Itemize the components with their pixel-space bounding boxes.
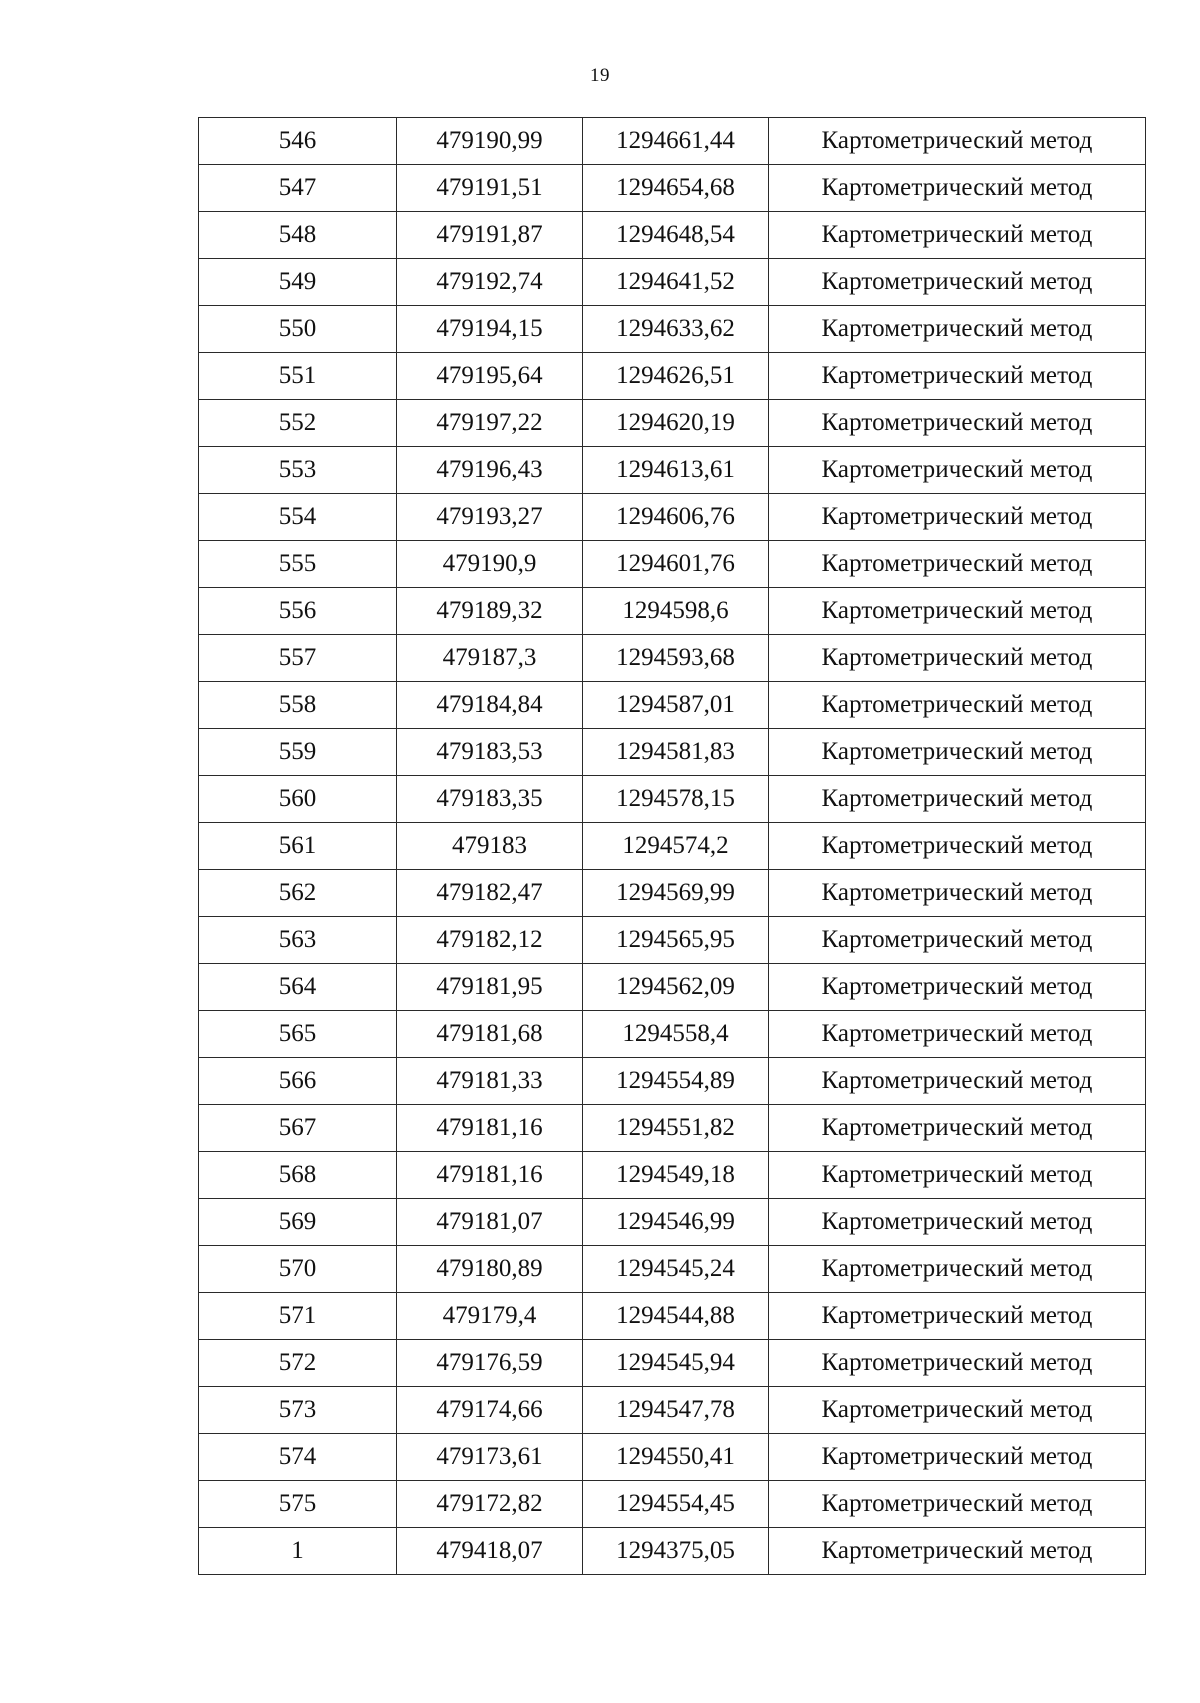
x-coordinate-cell: 479181,33 <box>397 1058 583 1105</box>
point-number-cell: 550 <box>199 306 397 353</box>
x-coordinate-cell: 479180,89 <box>397 1246 583 1293</box>
point-number-cell: 568 <box>199 1152 397 1199</box>
y-coordinate-cell: 1294648,54 <box>583 212 769 259</box>
x-coordinate-cell: 479181,68 <box>397 1011 583 1058</box>
x-coordinate-cell: 479191,51 <box>397 165 583 212</box>
x-coordinate-cell: 479418,07 <box>397 1528 583 1575</box>
point-number-cell: 573 <box>199 1387 397 1434</box>
method-cell: Картометрический метод <box>769 165 1146 212</box>
point-number-cell: 557 <box>199 635 397 682</box>
table-row <box>199 447 1146 494</box>
method-cell: Картометрический метод <box>769 1246 1146 1293</box>
x-coordinate-cell: 479181,95 <box>397 964 583 1011</box>
x-coordinate-cell: 479195,64 <box>397 353 583 400</box>
point-number-cell: 553 <box>199 447 397 494</box>
y-coordinate-cell: 1294546,99 <box>583 1199 769 1246</box>
y-coordinate-cell: 1294550,41 <box>583 1434 769 1481</box>
point-number-cell: 549 <box>199 259 397 306</box>
table-row <box>199 353 1146 400</box>
method-cell: Картометрический метод <box>769 1528 1146 1575</box>
table-row <box>199 1011 1146 1058</box>
point-number-cell: 563 <box>199 917 397 964</box>
table-row <box>199 400 1146 447</box>
method-cell: Картометрический метод <box>769 259 1146 306</box>
y-coordinate-cell: 1294601,76 <box>583 541 769 588</box>
method-cell: Картометрический метод <box>769 1152 1146 1199</box>
y-coordinate-cell: 1294545,94 <box>583 1340 769 1387</box>
table-row <box>199 823 1146 870</box>
table-row <box>199 1481 1146 1528</box>
x-coordinate-cell: 479183,53 <box>397 729 583 776</box>
table-row <box>199 682 1146 729</box>
y-coordinate-cell: 1294544,88 <box>583 1293 769 1340</box>
y-coordinate-cell: 1294569,99 <box>583 870 769 917</box>
table-row <box>199 541 1146 588</box>
method-cell: Картометрический метод <box>769 353 1146 400</box>
point-number-cell: 560 <box>199 776 397 823</box>
y-coordinate-cell: 1294633,62 <box>583 306 769 353</box>
table-row <box>199 1246 1146 1293</box>
x-coordinate-cell: 479181,16 <box>397 1105 583 1152</box>
y-coordinate-cell: 1294587,01 <box>583 682 769 729</box>
y-coordinate-cell: 1294551,82 <box>583 1105 769 1152</box>
table-row <box>199 212 1146 259</box>
x-coordinate-cell: 479174,66 <box>397 1387 583 1434</box>
y-coordinate-cell: 1294654,68 <box>583 165 769 212</box>
table-row <box>199 588 1146 635</box>
y-coordinate-cell: 1294581,83 <box>583 729 769 776</box>
y-coordinate-cell: 1294565,95 <box>583 917 769 964</box>
x-coordinate-cell: 479196,43 <box>397 447 583 494</box>
table-row <box>199 635 1146 682</box>
table-row <box>199 1434 1146 1481</box>
y-coordinate-cell: 1294545,24 <box>583 1246 769 1293</box>
method-cell: Картометрический метод <box>769 964 1146 1011</box>
coordinates-table <box>198 117 1146 1575</box>
x-coordinate-cell: 479190,99 <box>397 118 583 165</box>
point-number-cell: 561 <box>199 823 397 870</box>
point-number-cell: 572 <box>199 1340 397 1387</box>
method-cell: Картометрический метод <box>769 212 1146 259</box>
x-coordinate-cell: 479189,32 <box>397 588 583 635</box>
point-number-cell: 575 <box>199 1481 397 1528</box>
y-coordinate-cell: 1294558,4 <box>583 1011 769 1058</box>
x-coordinate-cell: 479173,61 <box>397 1434 583 1481</box>
table-row <box>199 118 1146 165</box>
table-row <box>199 1058 1146 1105</box>
table-row <box>199 306 1146 353</box>
table-row <box>199 494 1146 541</box>
method-cell: Картометрический метод <box>769 447 1146 494</box>
point-number-cell: 567 <box>199 1105 397 1152</box>
x-coordinate-cell: 479172,82 <box>397 1481 583 1528</box>
table-row <box>199 917 1146 964</box>
method-cell: Картометрический метод <box>769 1293 1146 1340</box>
y-coordinate-cell: 1294613,61 <box>583 447 769 494</box>
method-cell: Картометрический метод <box>769 1387 1146 1434</box>
y-coordinate-cell: 1294620,19 <box>583 400 769 447</box>
method-cell: Картометрический метод <box>769 306 1146 353</box>
point-number-cell: 546 <box>199 118 397 165</box>
x-coordinate-cell: 479193,27 <box>397 494 583 541</box>
y-coordinate-cell: 1294606,76 <box>583 494 769 541</box>
table-row <box>199 1340 1146 1387</box>
x-coordinate-cell: 479182,47 <box>397 870 583 917</box>
method-cell: Картометрический метод <box>769 400 1146 447</box>
point-number-cell: 562 <box>199 870 397 917</box>
method-cell: Картометрический метод <box>769 776 1146 823</box>
method-cell: Картометрический метод <box>769 1199 1146 1246</box>
point-number-cell: 564 <box>199 964 397 1011</box>
point-number-cell: 569 <box>199 1199 397 1246</box>
x-coordinate-cell: 479192,74 <box>397 259 583 306</box>
table-row <box>199 1528 1146 1575</box>
point-number-cell: 571 <box>199 1293 397 1340</box>
method-cell: Картометрический метод <box>769 1011 1146 1058</box>
y-coordinate-cell: 1294547,78 <box>583 1387 769 1434</box>
y-coordinate-cell: 1294641,52 <box>583 259 769 306</box>
point-number-cell: 547 <box>199 165 397 212</box>
table-row <box>199 1199 1146 1246</box>
table-row <box>199 729 1146 776</box>
x-coordinate-cell: 479197,22 <box>397 400 583 447</box>
point-number-cell: 556 <box>199 588 397 635</box>
method-cell: Картометрический метод <box>769 1058 1146 1105</box>
point-number-cell: 566 <box>199 1058 397 1105</box>
x-coordinate-cell: 479194,15 <box>397 306 583 353</box>
method-cell: Картометрический метод <box>769 1340 1146 1387</box>
x-coordinate-cell: 479191,87 <box>397 212 583 259</box>
point-number-cell: 558 <box>199 682 397 729</box>
x-coordinate-cell: 479181,16 <box>397 1152 583 1199</box>
x-coordinate-cell: 479187,3 <box>397 635 583 682</box>
table-row <box>199 964 1146 1011</box>
method-cell: Картометрический метод <box>769 541 1146 588</box>
point-number-cell: 565 <box>199 1011 397 1058</box>
table-row <box>199 1387 1146 1434</box>
x-coordinate-cell: 479184,84 <box>397 682 583 729</box>
y-coordinate-cell: 1294549,18 <box>583 1152 769 1199</box>
x-coordinate-cell: 479182,12 <box>397 917 583 964</box>
x-coordinate-cell: 479183 <box>397 823 583 870</box>
y-coordinate-cell: 1294562,09 <box>583 964 769 1011</box>
point-number-cell: 559 <box>199 729 397 776</box>
point-number-cell: 570 <box>199 1246 397 1293</box>
method-cell: Картометрический метод <box>769 1434 1146 1481</box>
y-coordinate-cell: 1294598,6 <box>583 588 769 635</box>
x-coordinate-cell: 479181,07 <box>397 1199 583 1246</box>
y-coordinate-cell: 1294578,15 <box>583 776 769 823</box>
table-row <box>199 1152 1146 1199</box>
method-cell: Картометрический метод <box>769 917 1146 964</box>
method-cell: Картометрический метод <box>769 1105 1146 1152</box>
method-cell: Картометрический метод <box>769 635 1146 682</box>
x-coordinate-cell: 479190,9 <box>397 541 583 588</box>
x-coordinate-cell: 479179,4 <box>397 1293 583 1340</box>
point-number-cell: 574 <box>199 1434 397 1481</box>
x-coordinate-cell: 479183,35 <box>397 776 583 823</box>
y-coordinate-cell: 1294554,45 <box>583 1481 769 1528</box>
method-cell: Картометрический метод <box>769 1481 1146 1528</box>
y-coordinate-cell: 1294574,2 <box>583 823 769 870</box>
point-number-cell: 548 <box>199 212 397 259</box>
table-row <box>199 1293 1146 1340</box>
method-cell: Картометрический метод <box>769 118 1146 165</box>
table-row <box>199 1105 1146 1152</box>
method-cell: Картометрический метод <box>769 729 1146 776</box>
point-number-cell: 555 <box>199 541 397 588</box>
y-coordinate-cell: 1294375,05 <box>583 1528 769 1575</box>
y-coordinate-cell: 1294593,68 <box>583 635 769 682</box>
table-row <box>199 259 1146 306</box>
y-coordinate-cell: 1294626,51 <box>583 353 769 400</box>
y-coordinate-cell: 1294661,44 <box>583 118 769 165</box>
x-coordinate-cell: 479176,59 <box>397 1340 583 1387</box>
method-cell: Картометрический метод <box>769 870 1146 917</box>
method-cell: Картометрический метод <box>769 588 1146 635</box>
point-number-cell: 554 <box>199 494 397 541</box>
method-cell: Картометрический метод <box>769 682 1146 729</box>
method-cell: Картометрический метод <box>769 823 1146 870</box>
table-row <box>199 165 1146 212</box>
point-number-cell: 552 <box>199 400 397 447</box>
method-cell: Картометрический метод <box>769 494 1146 541</box>
point-number-cell: 551 <box>199 353 397 400</box>
table-row <box>199 870 1146 917</box>
y-coordinate-cell: 1294554,89 <box>583 1058 769 1105</box>
point-number-cell: 1 <box>199 1528 397 1575</box>
page-number: 19 <box>590 65 610 86</box>
coordinates-table-body <box>199 118 1146 1575</box>
table-row <box>199 776 1146 823</box>
